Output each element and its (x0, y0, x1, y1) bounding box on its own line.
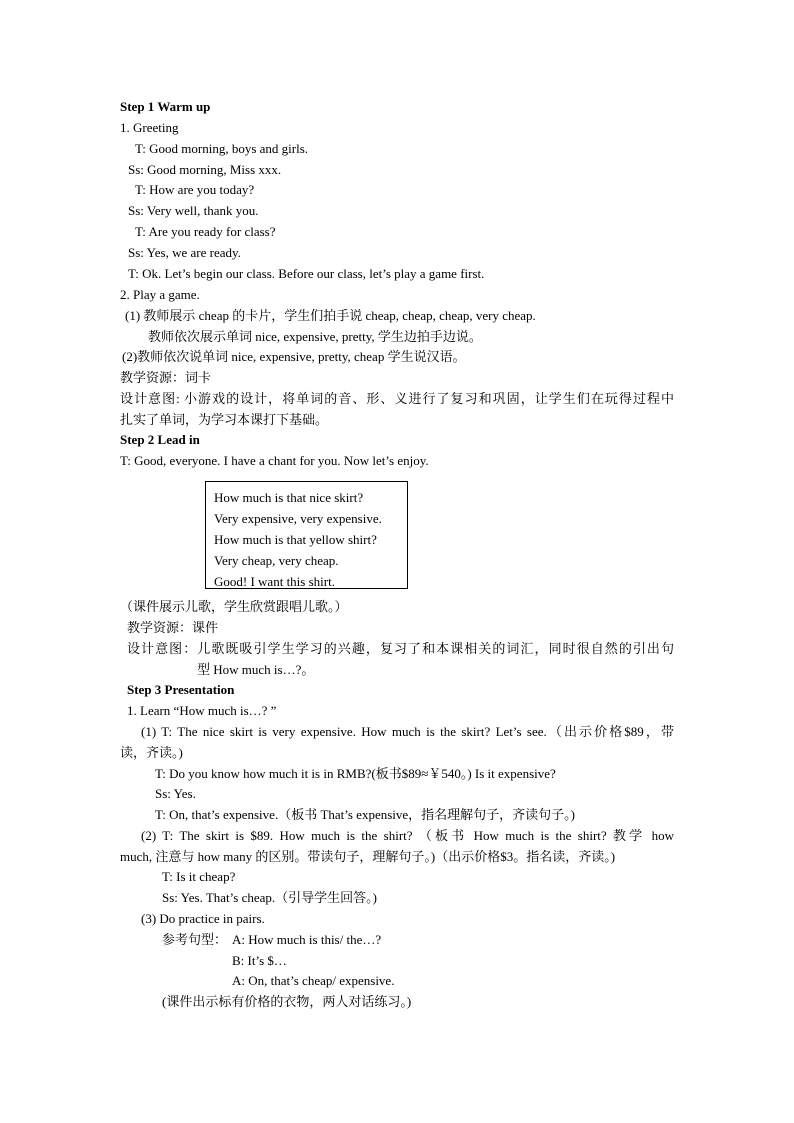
dialogue-line: T: On, that’s expensive.（板书 That’s expensive，指名理解句子，齐读句子。) (155, 807, 575, 822)
design-intent-cont: 扎实了单词，为学习本课打下基础。 (120, 412, 329, 427)
part3-title: (3) Do practice in pairs. (141, 911, 265, 926)
reference-line: A: How much is this/ the…? (232, 932, 382, 947)
game-item: (1) 教师展示 cheap 的卡片，学生们拍手说 cheap, cheap, cheap, very cheap. (125, 308, 536, 323)
dialogue-line: T: Do you know how much it is in RMB?(板书$89≈￥540。) Is it expensive? (155, 766, 556, 781)
design-intent-cont: 型 How much is…?。 (197, 662, 315, 677)
game-title: 2. Play a game. (120, 287, 200, 302)
teaching-resource: 教学资源：词卡 (120, 370, 212, 385)
step3-heading: Step 3 Presentation (127, 682, 235, 697)
chant-line: Very cheap, very cheap. (214, 553, 339, 568)
game-item: 教师依次展示单词 nice, expensive, pretty, 学生边拍手边说。 (148, 329, 482, 344)
greeting-title: 1. Greeting (120, 120, 179, 135)
chant-line: How much is that nice skirt? (214, 490, 364, 505)
part2-text: (2) T: The skirt is $89. How much is the shirt? （板书 How much is the shirt? 教学 how (141, 828, 674, 843)
dialogue-line: Ss: Very well, thank you. (128, 203, 259, 218)
design-intent: 设计意图: 小游戏的设计，将单词的音、形、义进行了复习和巩固，让学生们在玩得过程中 (120, 391, 674, 406)
dialogue-line: T: Ok. Let’s begin our class. Before our class, let’s play a game first. (128, 266, 485, 281)
step2-heading: Step 2 Lead in (120, 432, 200, 447)
part3-note: (课件出示标有价格的衣物，两人对话练习。) (162, 994, 412, 1009)
dialogue-line: Ss: Yes. That’s cheap.（引导学生回答。) (162, 890, 377, 905)
chant-line: Very expensive, very expensive. (214, 511, 382, 526)
dialogue-line: Ss: Good morning, Miss xxx. (128, 162, 282, 177)
teaching-resource: 教学资源：课件 (127, 620, 219, 635)
dialogue-line: T: Is it cheap? (162, 869, 236, 884)
chant-line: How much is that yellow shirt? (214, 532, 377, 547)
part2-text-cont: much, 注意与 how many 的区别。带读句子，理解句子。)（出示价格$3。指名读，齐读。) (120, 849, 616, 864)
learn-title: 1. Learn “How much is…? ” (127, 703, 277, 718)
game-item: (2)教师依次说单词 nice, expensive, pretty, cheap 学生说汉语。 (122, 349, 466, 364)
chant-line: Good! I want this shirt. (214, 574, 335, 589)
design-intent: 设计意图：儿歌既吸引学生学习的兴趣，复习了和本课相关的词汇，同时很自然的引出句 (127, 641, 674, 656)
chant-box (205, 481, 408, 589)
dialogue-line: T: Are you ready for class? (135, 224, 276, 239)
step2-note: （课件展示儿歌，学生欣赏跟唱儿歌。） (120, 599, 348, 614)
reference-label: 参考句型： (162, 932, 228, 947)
step2-intro: T: Good, everyone. I have a chant for you. Now let’s enjoy. (120, 453, 429, 468)
dialogue-line: T: Good morning, boys and girls. (135, 141, 309, 156)
step1-heading: Step 1 Warm up (120, 99, 211, 114)
reference-line: A: On, that’s cheap/ expensive. (232, 973, 395, 988)
part1-text-cont: 读，齐读。) (120, 745, 183, 760)
reference-line: B: It’s $… (232, 953, 287, 968)
dialogue-line: Ss: Yes, we are ready. (128, 245, 241, 260)
part1-text: (1) T: The nice skirt is very expensive. How much is the skirt? Let’s see.（出示价格$89，带 (141, 724, 674, 739)
dialogue-line: Ss: Yes. (155, 786, 196, 801)
dialogue-line: T: How are you today? (135, 182, 255, 197)
